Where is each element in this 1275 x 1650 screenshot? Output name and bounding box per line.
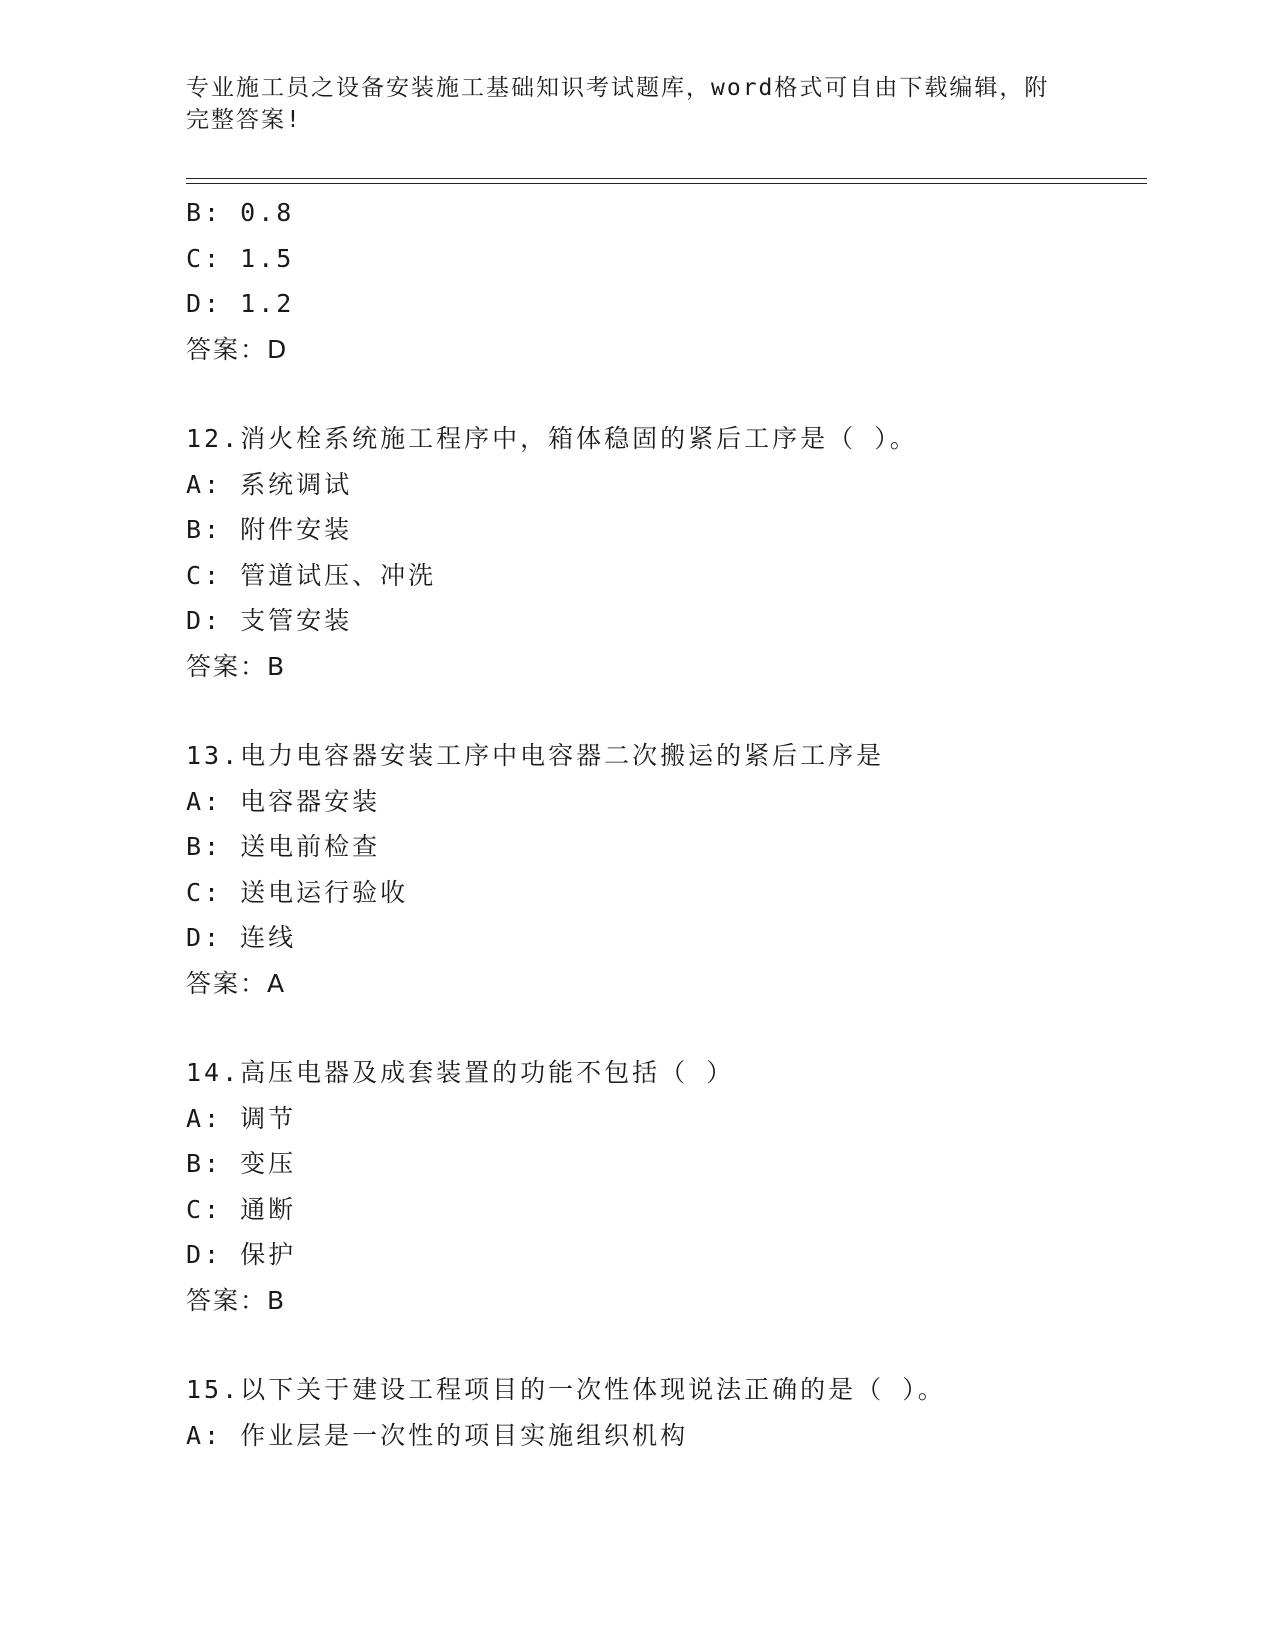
option-d: D: 保护 — [186, 1240, 297, 1269]
option-c: C: 送电运行验收 — [186, 877, 409, 907]
option-a: A: 系统调试 — [186, 469, 353, 499]
question-stem: 13.电力电容器安装工序中电容器二次搬运的紧后工序是 — [186, 741, 885, 770]
option-d: D: 连线 — [186, 923, 297, 952]
option-d: D: 支管安装 — [186, 606, 353, 635]
page-title: 专业施工员之设备安装施工基础知识考试题库，word格式可自由下载编辑，附完整答案! — [186, 75, 1050, 133]
option-b: B: 附件安装 — [186, 515, 353, 544]
question-block-14 — [186, 1050, 1146, 1323]
option-c: C: 通断 — [186, 1194, 297, 1224]
option-a: A: 电容器安装 — [186, 786, 381, 816]
option-b: B: 变压 — [186, 1149, 297, 1178]
option-d: D: 1.2 — [186, 289, 295, 318]
answer-line: 答案：A — [186, 968, 287, 998]
question-stem: 14.高压电器及成套装置的功能不包括（ ） — [186, 1058, 735, 1087]
answer-line: 答案：B — [186, 1285, 287, 1315]
option-c: C: 管道试压、冲洗 — [186, 560, 437, 590]
question-stem: 12.消火栓系统施工程序中，箱体稳固的紧后工序是（ ）。 — [186, 424, 918, 453]
page-header — [186, 72, 1056, 136]
header-divider-double — [186, 183, 1147, 184]
option-a: A: 调节 — [186, 1103, 297, 1133]
answer-line: 答案：D — [186, 334, 289, 364]
question-block-15 — [186, 1367, 1146, 1458]
option-b: B: 送电前检查 — [186, 832, 381, 861]
option-b: B: 0.8 — [186, 198, 295, 227]
question-block-13 — [186, 733, 1146, 1006]
option-a: A: 作业层是一次性的项目实施组织机构 — [186, 1420, 689, 1450]
question-list — [186, 190, 1146, 1458]
question-block-12 — [186, 416, 1146, 689]
option-c: C: 1.5 — [186, 243, 295, 273]
question-stem: 15.以下关于建设工程项目的一次性体现说法正确的是（ ）。 — [186, 1375, 946, 1404]
header-divider — [186, 178, 1147, 179]
answer-line: 答案：B — [186, 651, 287, 681]
